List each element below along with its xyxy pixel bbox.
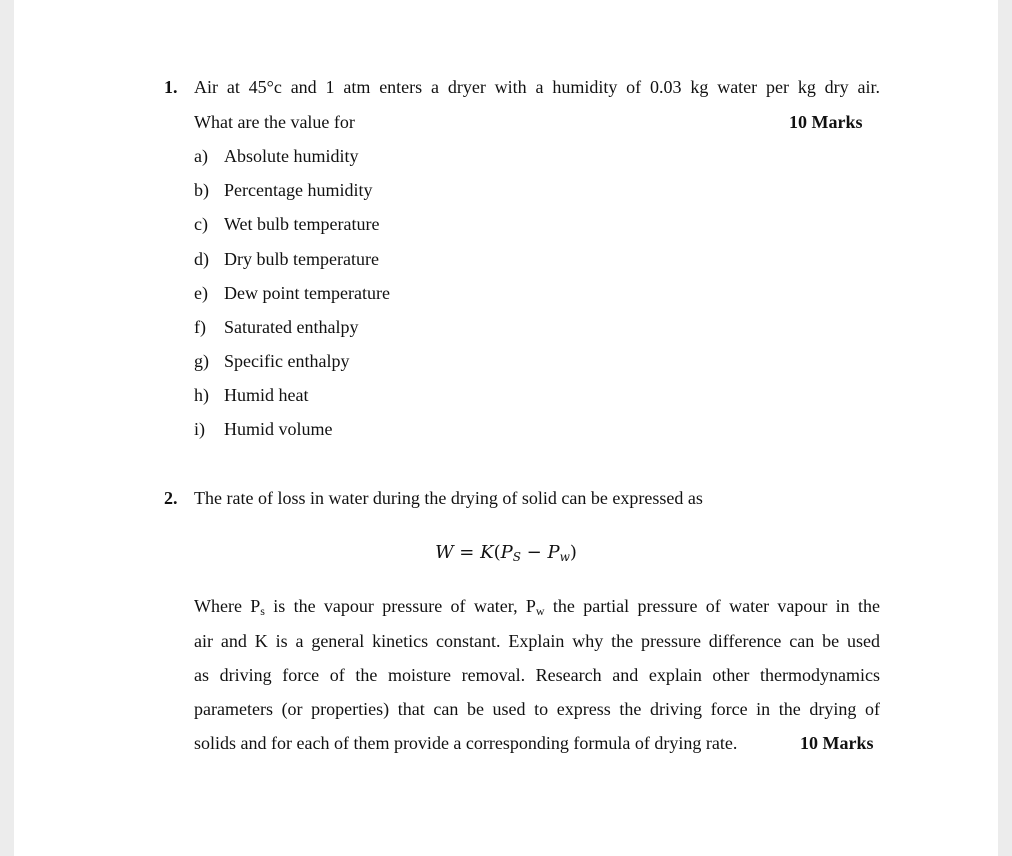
list-item bbox=[194, 316, 358, 338]
question-2-marks: 10 Marks bbox=[800, 733, 874, 753]
question-1-line-1: Air at 45°c and 1 atm enters a dryer with a humidity of 0.03 kg water per kg dry air. bbox=[194, 77, 880, 97]
document-page bbox=[14, 0, 998, 856]
list-item-label: g) bbox=[194, 351, 209, 371]
list-item-text: Percentage humidity bbox=[224, 180, 373, 200]
para-text: solids and for each of them provide a corresponding formula of drying rate. bbox=[194, 733, 738, 753]
list-item-text: Humid volume bbox=[224, 419, 333, 439]
subscript-s: s bbox=[260, 604, 265, 618]
para-text: the partial pressure of water vapour in the bbox=[544, 596, 880, 616]
list-item-label: f) bbox=[194, 317, 206, 337]
drying-rate-equation bbox=[14, 542, 998, 564]
list-item bbox=[194, 145, 359, 167]
list-item-label: h) bbox=[194, 385, 209, 405]
list-item-text: Specific enthalpy bbox=[224, 351, 350, 371]
list-item-label: i) bbox=[194, 419, 205, 439]
equation-open-paren: ( bbox=[493, 542, 501, 563]
equation-p-s: P bbox=[500, 542, 513, 563]
equation-p-w: P bbox=[547, 542, 560, 563]
list-item-label: b) bbox=[194, 180, 209, 200]
list-item bbox=[194, 418, 333, 440]
list-item-text: Humid heat bbox=[224, 385, 309, 405]
equation-w: W bbox=[435, 542, 454, 563]
question-2-paragraph-line-4: parameters (or properties) that can be used to express the driving force in the drying of bbox=[194, 699, 880, 719]
list-item bbox=[194, 213, 380, 235]
equation-k: K bbox=[480, 542, 494, 563]
question-2-intro: The rate of loss in water during the drying of solid can be expressed as bbox=[194, 488, 703, 508]
list-item-label: e) bbox=[194, 283, 208, 303]
equation-close-paren: ) bbox=[569, 542, 577, 563]
question-2-paragraph-line-2: air and K is a general kinetics constant. Explain why the pressure difference can be used bbox=[194, 631, 880, 651]
question-1-marks: 10 Marks bbox=[789, 112, 863, 132]
list-item bbox=[194, 350, 349, 372]
list-item-text: Saturated enthalpy bbox=[224, 317, 359, 337]
question-1-line-2: What are the value for bbox=[194, 112, 355, 132]
equation-equals: = bbox=[453, 542, 481, 563]
list-item-text: Dew point temperature bbox=[224, 283, 390, 303]
list-item-label: c) bbox=[194, 214, 208, 234]
equation-subscript-s: S bbox=[512, 550, 521, 564]
list-item-text: Dry bulb temperature bbox=[224, 249, 379, 269]
list-item-label: a) bbox=[194, 146, 208, 166]
question-2-number: 2. bbox=[164, 488, 178, 508]
para-text: is the vapour pressure of water, P bbox=[264, 596, 536, 616]
question-2-paragraph-line-5 bbox=[194, 732, 880, 754]
list-item bbox=[194, 179, 372, 201]
question-2-paragraph-line-3: as driving force of the moisture removal. Research and explain other thermodynamics bbox=[194, 665, 880, 685]
list-item bbox=[194, 282, 390, 304]
list-item bbox=[194, 384, 308, 406]
subscript-w: w bbox=[535, 604, 545, 618]
list-item-label: d) bbox=[194, 249, 209, 269]
question-2-paragraph-line-1 bbox=[194, 595, 880, 617]
list-item-text: Absolute humidity bbox=[224, 146, 359, 166]
equation-minus: − bbox=[520, 542, 548, 563]
question-1-number: 1. bbox=[164, 77, 178, 97]
list-item bbox=[194, 248, 379, 270]
equation-subscript-w: w bbox=[559, 550, 570, 564]
list-item-text: Wet bulb temperature bbox=[224, 214, 380, 234]
para-text: Where P bbox=[194, 596, 261, 616]
